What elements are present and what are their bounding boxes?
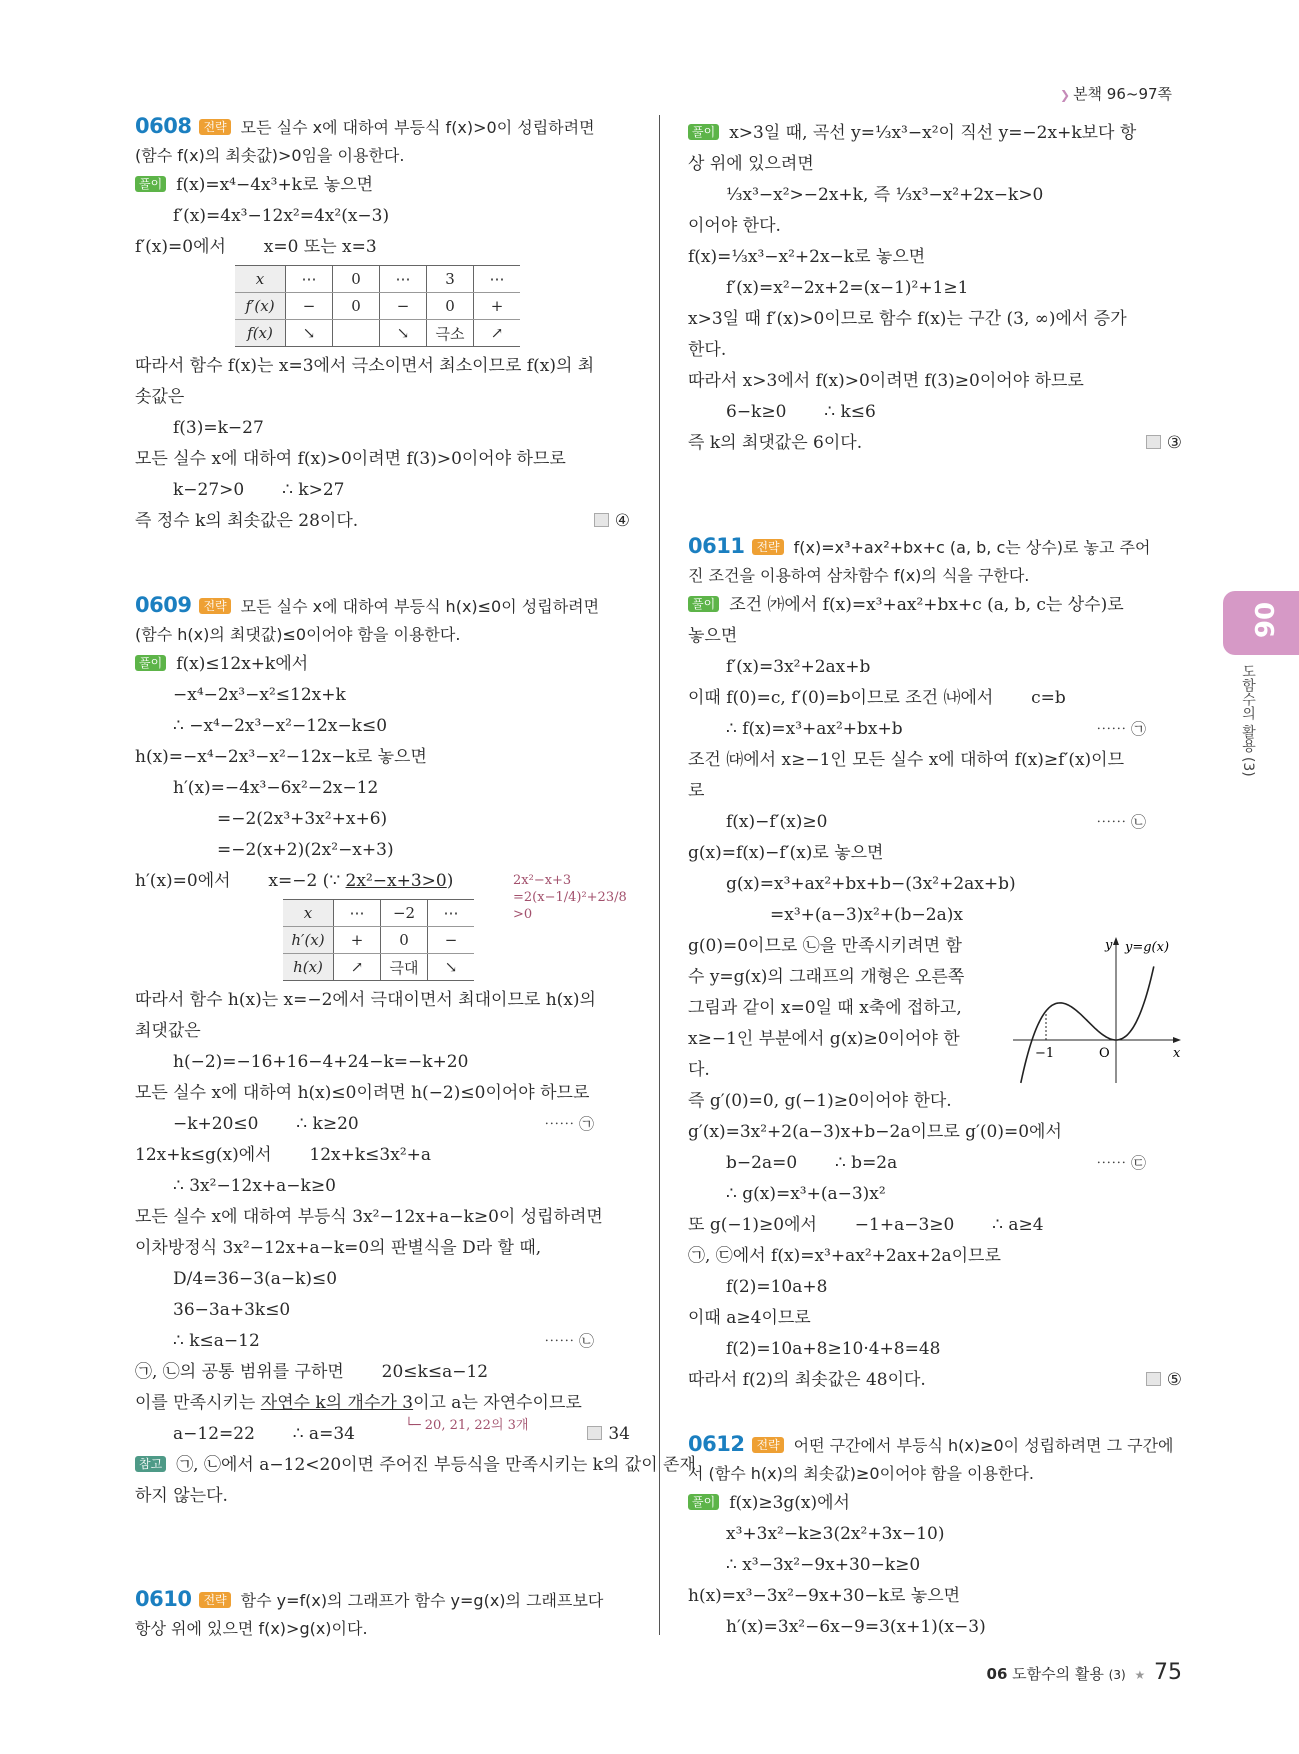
- line-text: f′(x)=0에서 x=0 또는 x=3: [135, 237, 377, 257]
- strategy-badge: 전략: [752, 539, 783, 555]
- solution-line: [688, 1086, 1182, 1117]
- line-text: f(x)≥3g(x)에서: [729, 1493, 850, 1513]
- table-cell: x: [283, 900, 334, 927]
- solution-line: [688, 1519, 1182, 1550]
- page-footer: [987, 1660, 1182, 1685]
- line-text: 또 g(−1)≥0에서 −1+a−3≥0 ∴ a≥4: [688, 1215, 1044, 1235]
- line-text: f′(x)=x²−2x+2=(x−1)²+1≥1: [726, 278, 969, 298]
- solution-line: [688, 590, 1182, 621]
- line-text: h′(x)=0에서 x=−2 (∵: [135, 871, 346, 891]
- line-text: 모든 실수 x에 대하여 h(x)≤0이려면 h(−2)≤0이어야 하므로: [135, 1083, 590, 1103]
- line-text: h(−2)=−16+16−4+24−k=−k+20: [173, 1052, 469, 1072]
- line-text: 로: [688, 781, 705, 801]
- line-text: 따라서 함수 f(x)는 x=3에서 극소이면서 최소이므로 f(x)의 최: [135, 356, 595, 376]
- table-cell: ⋯: [334, 900, 381, 927]
- line-text: 그림과 같이 x=0일 때 x축에 접하고,: [688, 998, 962, 1018]
- solution-line: [688, 1334, 1182, 1365]
- line-text: 따라서 함수 h(x)는 x=−2에서 극대이면서 최대이므로 h(x)의: [135, 990, 596, 1010]
- table-cell: 0: [427, 293, 474, 320]
- strategy-badge: 전략: [752, 1437, 783, 1453]
- problem-0610: [135, 1585, 630, 1643]
- answer: [1146, 428, 1182, 459]
- table-row: [235, 293, 520, 320]
- strategy-text: (함수 h(x)의 최댓값)≤0이어야 함을 이용한다.: [135, 625, 461, 644]
- line-text: =−2(2x³+3x²+x+6): [217, 809, 388, 829]
- solution-line: [688, 397, 1182, 428]
- chevron-right-icon: ❯: [1060, 88, 1071, 102]
- solution-line: [688, 1272, 1182, 1303]
- answer-value: 34: [608, 1424, 630, 1444]
- answer-icon: [587, 1426, 602, 1440]
- solution-line: [135, 773, 630, 804]
- variation-table: [235, 265, 520, 347]
- problem-number: 0611: [688, 534, 745, 558]
- problem-strategy-line: [135, 142, 630, 170]
- column-divider: [659, 115, 660, 1635]
- strategy-text: 항상 위에 있으면 f(x)>g(x)이다.: [135, 1619, 368, 1638]
- strategy-text: 모든 실수 x에 대하여 부등식 h(x)≤0이 성립하려면: [240, 597, 600, 616]
- problem-strategy-line: [135, 591, 630, 621]
- curve-label: y=g(x): [1125, 940, 1170, 955]
- solution-line: [135, 1171, 630, 1202]
- table-row: [283, 954, 474, 981]
- solution-line: [688, 745, 1182, 776]
- table-row: [235, 320, 520, 347]
- table-cell: +: [334, 927, 381, 954]
- table-cell: −: [380, 293, 427, 320]
- solution-line: [135, 201, 630, 232]
- solution-line: [688, 304, 1182, 335]
- line-text: 이때 f(0)=c, f′(0)=b이므로 조건 ㈏에서 c=b: [688, 688, 1066, 708]
- line-text: 최댓값은: [135, 1021, 201, 1041]
- solution-line: [135, 413, 630, 444]
- solution-line: [135, 232, 630, 263]
- problem-number: 0609: [135, 593, 192, 617]
- x-axis-label: x: [1173, 1046, 1181, 1061]
- chapter-tab-number: 06: [1248, 601, 1279, 639]
- line-text: ∴ g(x)=x³+(a−3)x²: [726, 1184, 886, 1204]
- star-icon: ★: [1134, 1668, 1146, 1682]
- table-cell: 0: [333, 293, 380, 320]
- line-text: =x³+(a−3)x²+(b−2a)x: [770, 905, 963, 925]
- line-text: ): [446, 871, 454, 891]
- line-text: x≥−1인 부분에서 g(x)≥0이어야 한: [688, 1029, 960, 1049]
- answer-value: ⑤: [1166, 1370, 1182, 1390]
- line-text: a−12=22 ∴ a=34: [173, 1424, 355, 1444]
- strategy-text: f(x)=x³+ax²+bx+c (a, b, c는 상수)로 놓고 주어: [793, 538, 1151, 557]
- strategy-text: 서 (함수 h(x)의 최솟값)≥0이어야 함을 이용한다.: [688, 1464, 1034, 1483]
- answer-value: ④: [614, 511, 630, 531]
- line-text: h′(x)=3x²−6x−9=3(x+1)(x−3): [726, 1617, 986, 1637]
- solution-line: [135, 835, 630, 866]
- line-text: 12x+k≤g(x)에서 12x+k≤3x²+a: [135, 1145, 432, 1165]
- answer-icon: [1146, 1372, 1161, 1386]
- line-text: 놓으면: [688, 626, 738, 646]
- solution-line: [688, 1612, 1182, 1643]
- table-cell: [333, 320, 380, 347]
- solution-badge: 풀이: [135, 655, 166, 671]
- line-text: ∴ x³−3x²−9x+30−k≥0: [726, 1555, 921, 1575]
- solution-line: [135, 382, 630, 413]
- solution-line: [135, 711, 630, 742]
- solution-line: [135, 804, 630, 835]
- line-text: =−2(x+2)(2x²−x+3): [217, 840, 394, 860]
- table-cell: ↘: [286, 320, 333, 347]
- solution-line: [688, 1488, 1182, 1519]
- book-page-reference: [1060, 83, 1172, 104]
- line-text: 모든 실수 x에 대하여 부등식 3x²−12x+a−k≥0이 성립하려면: [135, 1207, 603, 1227]
- solution-line: [135, 1450, 696, 1481]
- problem-strategy-line: [688, 1430, 1182, 1460]
- equation-marker: ⋯⋯ ㉡: [544, 1332, 594, 1350]
- table-cell: f(x): [235, 320, 286, 347]
- line-text: x>3일 때, 곡선 y=⅓x³−x²이 직선 y=−2x+k보다 항: [729, 123, 1137, 143]
- line-text: 36−3a+3k≤0: [173, 1300, 291, 1320]
- solution-line: [135, 1140, 630, 1171]
- solution-line: [688, 869, 1182, 900]
- line-text: f(x)≤12x+k에서: [176, 654, 309, 674]
- strategy-badge: 전략: [199, 598, 230, 614]
- solution-line: [688, 652, 1182, 683]
- solution-line: [688, 1210, 1182, 1241]
- table-cell: x: [235, 266, 286, 293]
- solution-line: [688, 1179, 1182, 1210]
- line-text: D/4=36−3(a−k)≤0: [173, 1269, 338, 1289]
- answer: [587, 1419, 630, 1450]
- solution-line: [688, 1365, 1182, 1396]
- line-text: k−27>0 ∴ k>27: [173, 480, 345, 500]
- answer: [594, 506, 630, 537]
- solution-line: [135, 680, 630, 711]
- solution-badge: 풀이: [688, 596, 719, 612]
- table-row: [235, 266, 520, 293]
- problem-strategy-line: [135, 1585, 630, 1615]
- solution-line: [688, 683, 1182, 714]
- solution-line: [688, 1581, 1182, 1612]
- line-text: 따라서 f(2)의 최솟값은 48이다.: [688, 1370, 926, 1390]
- strategy-text: 어떤 구간에서 부등식 h(x)≥0이 성립하려면 그 구간에: [793, 1436, 1174, 1455]
- line-text: 따라서 x>3에서 f(x)>0이려면 f(3)≥0이어야 하므로: [688, 371, 1084, 391]
- problem-0608: [135, 112, 630, 537]
- table-cell: 0: [333, 266, 380, 293]
- problem-strategy-line: [688, 1460, 1182, 1488]
- line-text: f′(x)=3x²+2ax+b: [726, 657, 871, 677]
- solution-line: [135, 1388, 630, 1433]
- line-text: 즉 k의 최댓값은 6이다.: [688, 433, 863, 453]
- margin-annotation: 2x²−x+3 =2(x−1/4)²+23/8 >0: [513, 873, 627, 922]
- solution-line: [688, 807, 1182, 838]
- solution-line: [135, 351, 630, 382]
- line-text: ∴ f(x)=x³+ax²+bx+b: [726, 719, 903, 739]
- solution-line: [688, 211, 1182, 242]
- solution-line: [688, 1241, 1182, 1272]
- chapter-side-title: 도함수의 활용 (3): [1240, 664, 1256, 777]
- line-text: 모든 실수 x에 대하여 f(x)>0이려면 f(3)>0이어야 하므로: [135, 449, 566, 469]
- problem-strategy-line: [688, 532, 1182, 562]
- solution-line: [135, 1326, 630, 1357]
- equation-marker: ⋯⋯ ㉡: [1096, 813, 1146, 831]
- line-text: h(x)=x³−3x²−9x+30−k로 놓으면: [688, 1586, 961, 1606]
- line-text: 이때 a≥4이므로: [688, 1308, 811, 1328]
- table-cell: −: [286, 293, 333, 320]
- curve-g: [1021, 966, 1154, 1083]
- equation-marker: ⋯⋯ ㉢: [1096, 1154, 1146, 1172]
- strategy-badge: 전략: [199, 1592, 230, 1608]
- line-text: 조건 ㈎에서 f(x)=x³+ax²+bx+c (a, b, c는 상수)로: [729, 595, 1124, 615]
- y-axis-label: y: [1105, 938, 1113, 953]
- underline-annotation: └─ 20, 21, 22의 3개: [405, 1418, 529, 1433]
- line-text: x³+3x²−k≥3(2x²+3x−10): [726, 1524, 945, 1544]
- line-text: 6−k≥0 ∴ k≤6: [726, 402, 876, 422]
- solution-line: [135, 649, 630, 680]
- table-cell: +: [474, 293, 521, 320]
- problem-strategy-line: [135, 1615, 630, 1643]
- line-text: ∴ −x⁴−2x³−x²−12x−k≤0: [173, 716, 388, 736]
- line-text: ㉠, ㉢에서 f(x)=x³+ax²+2ax+2a이므로: [688, 1246, 1001, 1266]
- solution-line: [135, 1481, 630, 1512]
- line-text: ㉠, ㉡에서 a−12<20이면 주어진 부등식을 만족시키는 k의 값이 존재: [176, 1455, 696, 1475]
- line-text: f(2)=10a+8≥10·4+8=48: [726, 1339, 941, 1359]
- table-cell: h(x): [283, 954, 334, 981]
- underlined-text: 자연수 k의 개수가 3: [260, 1393, 414, 1413]
- table-cell: ↗: [334, 954, 381, 981]
- line-text: f′(x)=4x³−12x²=4x²(x−3): [173, 206, 390, 226]
- line-text: 솟값은: [135, 387, 185, 407]
- solution-line: [688, 714, 1182, 745]
- solution-line: [688, 1550, 1182, 1581]
- table-cell: ⋯: [380, 266, 427, 293]
- solution-line: [688, 180, 1182, 211]
- table-row: [283, 900, 474, 927]
- line-text: b−2a=0 ∴ b=2a: [726, 1153, 898, 1173]
- table-cell: ↗: [474, 320, 521, 347]
- problem-0609: [135, 591, 696, 1512]
- line-text: f(x)=x⁴−4x³+k로 놓으면: [176, 175, 374, 195]
- solution-line: [135, 1109, 630, 1140]
- line-text: ㉠, ㉡의 공통 범위를 구하면 20≤k≤a−12: [135, 1362, 489, 1382]
- solution-line: [135, 1233, 630, 1264]
- solution-line: [688, 776, 1182, 807]
- solution-line: [688, 273, 1182, 304]
- tick-label-minus-1: −1: [1035, 1046, 1055, 1061]
- line-text: f(x)−f′(x)≥0: [726, 812, 828, 832]
- solution-line: [688, 242, 1182, 273]
- answer: [1146, 1365, 1182, 1396]
- solution-line: [135, 1264, 630, 1295]
- solution-line: [688, 1303, 1182, 1334]
- line-text: −k+20≤0 ∴ k≥20: [173, 1114, 359, 1134]
- variation-table: [283, 899, 474, 981]
- table-cell: ↘: [428, 954, 475, 981]
- solution-line: [135, 1419, 630, 1450]
- line-text: 상 위에 있으려면: [688, 154, 814, 174]
- table-cell: 극대: [381, 954, 428, 981]
- table-cell: −: [428, 927, 475, 954]
- table-cell: ⋯: [286, 266, 333, 293]
- line-text: 이고 a는 자연수이므로: [413, 1393, 582, 1413]
- problem-number: 0610: [135, 1587, 192, 1611]
- solution-badge: 풀이: [688, 124, 719, 140]
- line-text: −x⁴−2x³−x²≤12x+k: [173, 685, 346, 705]
- line-text: h(x)=−x⁴−2x³−x²−12x−k로 놓으면: [135, 747, 427, 767]
- equation-marker: ⋯⋯ ㉠: [544, 1115, 594, 1133]
- line-text: f(2)=10a+8: [726, 1277, 828, 1297]
- line-text: 조건 ㈐에서 x≥−1인 모든 실수 x에 대하여 f(x)≥f′(x)이므: [688, 750, 1125, 770]
- line-text: 수 y=g(x)의 그래프의 개형은 오른쪽: [688, 967, 965, 987]
- table-cell: ↘: [380, 320, 427, 347]
- table-cell: f′(x): [235, 293, 286, 320]
- line-text: 즉 정수 k의 최솟값은 28이다.: [135, 511, 359, 531]
- solution-line: [135, 1202, 630, 1233]
- solution-line: [688, 335, 1182, 366]
- problem-number: 0608: [135, 114, 192, 138]
- equation-marker: ⋯⋯ ㉠: [1096, 720, 1146, 738]
- strategy-text: 모든 실수 x에 대하여 부등식 f(x)>0이 성립하려면: [240, 118, 595, 137]
- solution-line: [135, 170, 630, 201]
- table-row: [283, 927, 474, 954]
- table-cell: h′(x): [283, 927, 334, 954]
- problem-strategy-line: [688, 562, 1182, 590]
- reference-badge: 참고: [135, 1456, 166, 1472]
- solution-line: [688, 428, 1182, 459]
- book-ref-text: 본책 96~97쪽: [1073, 85, 1173, 103]
- line-text: 이를 만족시키는: [135, 1393, 261, 1413]
- problem-0610-solution: [688, 118, 1182, 459]
- line-text: 즉 g′(0)=0, g(−1)≥0이어야 한다.: [688, 1091, 952, 1111]
- solution-badge: 풀이: [688, 1494, 719, 1510]
- line-text: 한다.: [688, 340, 727, 360]
- solution-line: [688, 621, 1182, 652]
- line-text: 다.: [688, 1060, 710, 1080]
- line-text: g′(x)=3x²+2(a−3)x+b−2a이므로 g′(0)=0에서: [688, 1122, 1062, 1142]
- footer-chapter-part: (3): [1108, 1668, 1126, 1682]
- underlined-text: 2x²−x+3>0: [345, 871, 447, 891]
- solution-line: [135, 1295, 630, 1326]
- solution-line: [135, 506, 630, 537]
- solution-badge: 풀이: [135, 176, 166, 192]
- line-text: 이차방정식 3x²−12x+a−k=0의 판별식을 D라 할 때,: [135, 1238, 542, 1258]
- solution-line: [688, 900, 1182, 931]
- table-cell: 극소: [427, 320, 474, 347]
- strategy-text: 진 조건을 이용하여 삼차함수 f(x)의 식을 구한다.: [688, 566, 1030, 585]
- problem-number: 0612: [688, 1432, 745, 1456]
- strategy-text: (함수 f(x)의 최솟값)>0임을 이용한다.: [135, 146, 405, 165]
- problem-strategy-line: [135, 621, 630, 649]
- graph-y-equals-g-x: [1013, 935, 1185, 1085]
- solution-line: [135, 1078, 630, 1109]
- solution-line: [135, 1047, 630, 1078]
- table-cell: ⋯: [428, 900, 475, 927]
- line-text: f(3)=k−27: [173, 418, 264, 438]
- solution-line: [135, 742, 630, 773]
- answer-icon: [594, 513, 609, 527]
- strategy-badge: 전략: [199, 119, 230, 135]
- y-axis-arrow-icon: [1113, 937, 1119, 945]
- line-text: x>3일 때 f′(x)>0이므로 함수 f(x)는 구간 (3, ∞)에서 증가: [688, 309, 1127, 329]
- footer-chapter-title: 도함수의 활용: [1012, 1665, 1104, 1683]
- line-text: g(x)=f(x)−f′(x)로 놓으면: [688, 843, 884, 863]
- table-cell: ⋯: [474, 266, 521, 293]
- line-text: ⅓x³−x²>−2x+k, 즉 ⅓x³−x²+2x−k>0: [726, 185, 1044, 205]
- solution-line: [688, 149, 1182, 180]
- solution-line: [135, 444, 630, 475]
- line-text: 이어야 한다.: [688, 216, 781, 236]
- page-number: 75: [1154, 1660, 1182, 1685]
- solution-line: [135, 866, 630, 922]
- problem-0612: [688, 1430, 1182, 1643]
- answer-icon: [1146, 435, 1161, 449]
- line-text: ∴ 3x²−12x+a−k≥0: [173, 1176, 336, 1196]
- strategy-text: 함수 y=f(x)의 그래프가 함수 y=g(x)의 그래프보다: [240, 1591, 604, 1610]
- solution-line: [688, 1117, 1182, 1148]
- problem-strategy-line: [135, 112, 630, 142]
- answer-value: ③: [1166, 433, 1182, 453]
- solution-line: [688, 366, 1182, 397]
- line-text: f(x)=⅓x³−x²+2x−k로 놓으면: [688, 247, 926, 267]
- solution-line: [688, 838, 1182, 869]
- chapter-side-tab[interactable]: [1223, 591, 1299, 655]
- line-text: ∴ k≤a−12: [173, 1331, 260, 1351]
- origin-label: O: [1099, 1046, 1110, 1061]
- solution-line: [135, 1016, 630, 1047]
- line-text: 하지 않는다.: [135, 1486, 228, 1506]
- x-axis-arrow-icon: [1173, 1037, 1181, 1043]
- footer-chapter-number: 06: [986, 1665, 1008, 1683]
- table-cell: −2: [381, 900, 428, 927]
- solution-line: [135, 985, 630, 1016]
- table-cell: 3: [427, 266, 474, 293]
- line-text: g(x)=x³+ax²+bx+b−(3x²+2ax+b): [726, 874, 1016, 894]
- table-cell: 0: [381, 927, 428, 954]
- line-text: h′(x)=−4x³−6x²−2x−12: [173, 778, 379, 798]
- line-text: g(0)=0이므로 ㉡을 만족시키려면 함: [688, 936, 962, 956]
- solution-line: [135, 475, 630, 506]
- solution-line: [135, 1357, 630, 1388]
- solution-line: [688, 118, 1182, 149]
- solution-line: [688, 1148, 1182, 1179]
